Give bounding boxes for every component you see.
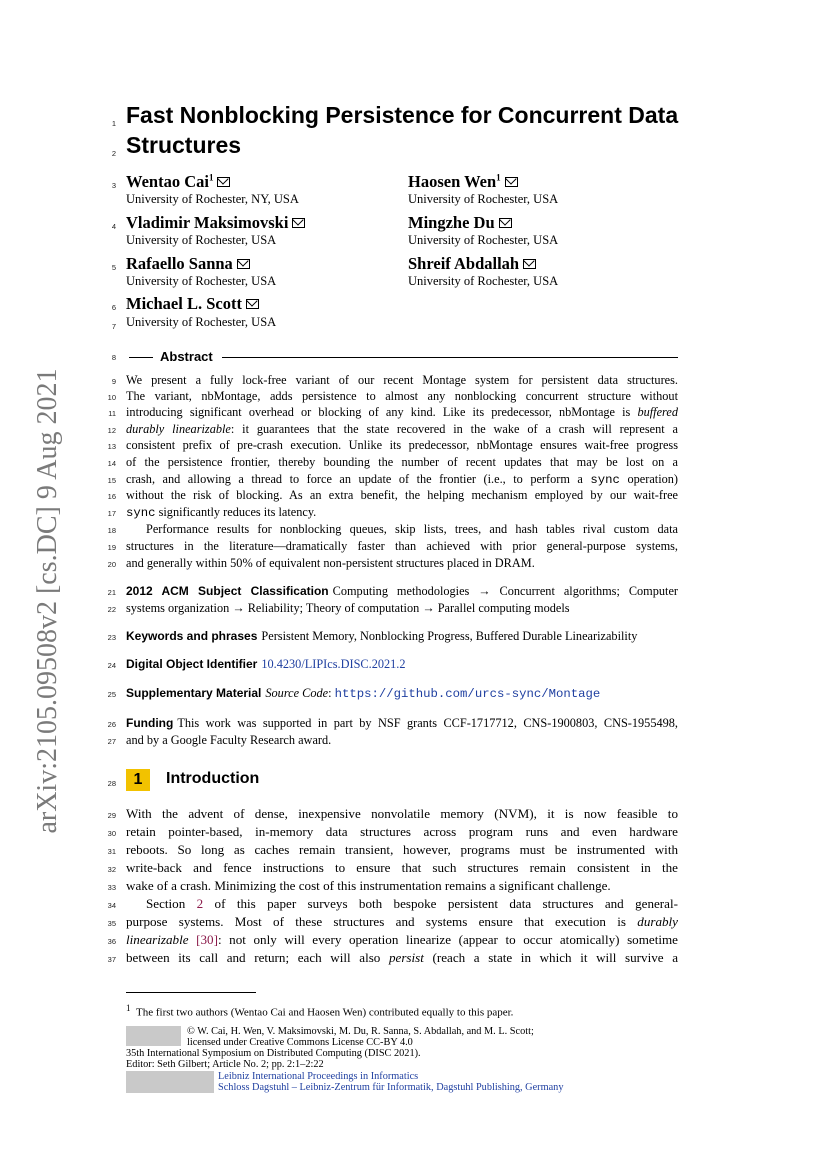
author-name: Vladimir Maksimovski bbox=[126, 213, 305, 233]
line-number: 8 bbox=[111, 353, 116, 362]
body-line: linearizable [30]: not only will every operation linearize (appear to occur atomically) sometime bbox=[126, 932, 678, 947]
line-number: 29 bbox=[107, 811, 116, 820]
paper-title bbox=[126, 100, 696, 160]
abstract-label: Abstract bbox=[160, 349, 213, 364]
line-number: 6 bbox=[111, 303, 116, 312]
section-ref-link[interactable]: 2 bbox=[196, 896, 204, 911]
line-number: 19 bbox=[107, 543, 116, 552]
heading-rule bbox=[222, 357, 678, 358]
license-line[interactable]: Schloss Dagstuhl – Leibniz-Zentrum für Informatik, Dagstuhl Publishing, Germany bbox=[218, 1082, 564, 1093]
line-number: 23 bbox=[107, 633, 116, 642]
author-affiliation: University of Rochester, NY, USA bbox=[126, 192, 299, 206]
abstract-line: of the persistence frontier, thereby bounding the number of recent updates that may be lost on a bbox=[126, 455, 678, 469]
doi: Digital Object Identifier 10.4230/LIPIcs.DISC.2021.2 bbox=[126, 657, 406, 671]
line-number: 25 bbox=[107, 690, 116, 699]
author-name: Shreif Abdallah bbox=[408, 254, 536, 274]
funding: Funding This work was supported in part by NSF grants CCF-1717712, CNS-1900803, CNS-1955498, bbox=[126, 716, 678, 730]
line-number: 36 bbox=[107, 937, 116, 946]
author-affiliation: University of Rochester, USA bbox=[408, 274, 559, 288]
line-number: 35 bbox=[107, 919, 116, 928]
abstract-line: consistent prefix of pre-crash execution. Unlike its predecessor, nbMontage ensures wait-free progress bbox=[126, 438, 678, 452]
line-number: 2 bbox=[111, 149, 116, 158]
footnote-rule bbox=[126, 992, 256, 993]
line-number: 33 bbox=[107, 883, 116, 892]
line-number: 11 bbox=[108, 409, 116, 418]
line-number: 24 bbox=[107, 661, 116, 670]
email-icon[interactable] bbox=[217, 177, 230, 187]
body-line: between its call and return; each will also persist (reach a state in which it will survive a bbox=[126, 950, 678, 965]
body-line: With the advent of dense, inexpensive nonvolatile memory (NVM), it is now feasible to bbox=[126, 806, 678, 821]
email-icon[interactable] bbox=[237, 259, 250, 269]
source-code-link[interactable]: https://github.com/urcs-sync/Montage bbox=[334, 687, 601, 701]
line-number: 14 bbox=[107, 459, 116, 468]
title-line: Fast Nonblocking Persistence for Concurrent Data bbox=[126, 102, 679, 128]
line-number: 20 bbox=[107, 560, 116, 569]
line-number: 17 bbox=[107, 509, 116, 518]
cc-license-logo bbox=[126, 1026, 181, 1046]
author-name: Haosen Wen$^1$ bbox=[408, 172, 518, 192]
line-number: 22 bbox=[107, 605, 116, 614]
abstract-line: sync significantly reduces its latency. bbox=[126, 505, 317, 520]
abstract-line: and generally within 50% of equivalent non-persistent structures placed in DRAM. bbox=[126, 556, 535, 570]
line-number: 27 bbox=[107, 737, 116, 746]
line-number: 26 bbox=[107, 720, 116, 729]
abstract-line: durably linearizable: it guarantees that the state recovered in the wake of a crash will represent a bbox=[126, 422, 678, 436]
body-line: write-back and fence instructions to ensure that such structures remain consistent in the bbox=[126, 860, 678, 875]
line-number: 16 bbox=[107, 492, 116, 501]
line-number: 31 bbox=[107, 847, 116, 856]
author-name: Michael L. Scott bbox=[126, 294, 259, 314]
line-number: 18 bbox=[107, 526, 116, 535]
email-icon[interactable] bbox=[292, 218, 305, 228]
body-line: Section 2 of this paper surveys both bespoke persistent data structures and general- bbox=[146, 896, 678, 911]
author-affiliation: University of Rochester, USA bbox=[126, 233, 277, 247]
license-line: © W. Cai, H. Wen, V. Maksimovski, M. Du, R. Sanna, S. Abdallah, and M. L. Scott; bbox=[187, 1026, 534, 1037]
line-number: 12 bbox=[107, 426, 116, 435]
section-number: 1 bbox=[126, 769, 150, 791]
line-number: 28 bbox=[107, 779, 116, 788]
title-line: Structures bbox=[126, 132, 242, 158]
doi-link[interactable]: 10.4230/LIPIcs.DISC.2021.2 bbox=[261, 657, 406, 671]
author-affiliation: University of Rochester, USA bbox=[408, 192, 559, 206]
author-name: Rafaello Sanna bbox=[126, 254, 250, 274]
abstract-line: We present a fully lock-free variant of our recent Montage system for persistent data structures. bbox=[126, 373, 678, 387]
line-number: 34 bbox=[107, 901, 116, 910]
abstract-heading bbox=[126, 348, 678, 366]
funding: and by a Google Faculty Research award. bbox=[126, 733, 332, 747]
line-number: 3 bbox=[111, 181, 116, 190]
supplementary-material: Supplementary Material Source Code: https://github.com/urcs-sync/Montage bbox=[126, 686, 601, 701]
line-number: 32 bbox=[107, 865, 116, 874]
abstract-line: crash, and allowing a thread to force an update of the frontier (i.e., to perform a sync operation) bbox=[126, 472, 679, 487]
email-icon[interactable] bbox=[499, 218, 512, 228]
license-line: Editor: Seth Gilbert; Article No. 2; pp. 2:1–2:22 bbox=[126, 1059, 324, 1070]
section-title: Introduction bbox=[166, 770, 260, 787]
line-number: 15 bbox=[107, 476, 116, 485]
author-affiliation: University of Rochester, USA bbox=[126, 274, 277, 288]
body-line: purpose systems. Most of these structures and systems ensure that execution is durably bbox=[126, 914, 678, 929]
body-line: wake of a crash. Minimizing the cost of this instrumentation remains a significant challenge. bbox=[126, 878, 611, 893]
author-name: Wentao Cai$^1$ bbox=[126, 172, 230, 192]
body-line: retain pointer-based, in-memory data structures across program runs and even hardware bbox=[126, 824, 678, 839]
lipics-logo bbox=[126, 1071, 214, 1093]
license-line[interactable]: Leibniz International Proceedings in Informatics bbox=[218, 1071, 419, 1082]
keywords: Keywords and phrases Persistent Memory, Nonblocking Progress, Buffered Durable Linearizability bbox=[126, 629, 638, 643]
line-number: 7 bbox=[111, 322, 116, 331]
acm-classification: systems organization → Reliability; Theory of computation → Parallel computing models bbox=[126, 601, 570, 615]
arxiv-stamp: arXiv:2105.09508v2 [cs.DC] 9 Aug 2021 bbox=[32, 368, 63, 834]
line-number: 37 bbox=[107, 955, 116, 964]
license-line: 35th International Symposium on Distributed Computing (DISC 2021). bbox=[126, 1048, 421, 1059]
line-number: 13 bbox=[107, 442, 116, 451]
abstract-line: without the risk of blocking. As an extra benefit, the helping mechanism employed by our wait-free bbox=[126, 488, 678, 502]
author-affiliation: University of Rochester, USA bbox=[408, 233, 559, 247]
license-line: licensed under Creative Commons License CC-BY 4.0 bbox=[187, 1037, 413, 1048]
email-icon[interactable] bbox=[523, 259, 536, 269]
abstract-line: introducing significant overhead or blocking of any kind. Like its predecessor, nbMontage is buffered bbox=[126, 405, 678, 419]
abstract-line: structures in the literature—dramatically faster than achieved with prior general-purpose systems, bbox=[126, 539, 678, 553]
abstract-line: The variant, nbMontage, adds persistence to almost any nonblocking concurrent structure without bbox=[126, 389, 678, 403]
line-number: 1 bbox=[111, 119, 116, 128]
citation-link[interactable]: [30] bbox=[196, 932, 218, 947]
line-number: 9 bbox=[111, 377, 116, 386]
line-number: 21 bbox=[107, 588, 116, 597]
acm-classification: 2012 ACM Subject Classification Computing methodologies → Concurrent algorithms; Computer bbox=[126, 584, 678, 598]
author-name: Mingzhe Du bbox=[408, 213, 512, 233]
email-icon[interactable] bbox=[505, 177, 518, 187]
line-number: 4 bbox=[111, 222, 116, 231]
line-number: 30 bbox=[107, 829, 116, 838]
line-number: 5 bbox=[111, 263, 116, 272]
body-line: reboots. So long as caches remain transient, however, programs must be instrumented with bbox=[126, 842, 678, 857]
email-icon[interactable] bbox=[246, 299, 259, 309]
author-affiliation: University of Rochester, USA bbox=[126, 315, 277, 329]
heading-rule bbox=[129, 357, 153, 358]
abstract-line: Performance results for nonblocking queues, skip lists, trees, and hash tables rival custom data bbox=[146, 522, 678, 536]
footnote: $^1$ The first two authors (Wentao Cai and Haosen Wen) contributed equally to this paper. bbox=[126, 1003, 514, 1019]
line-number: 10 bbox=[107, 393, 116, 402]
